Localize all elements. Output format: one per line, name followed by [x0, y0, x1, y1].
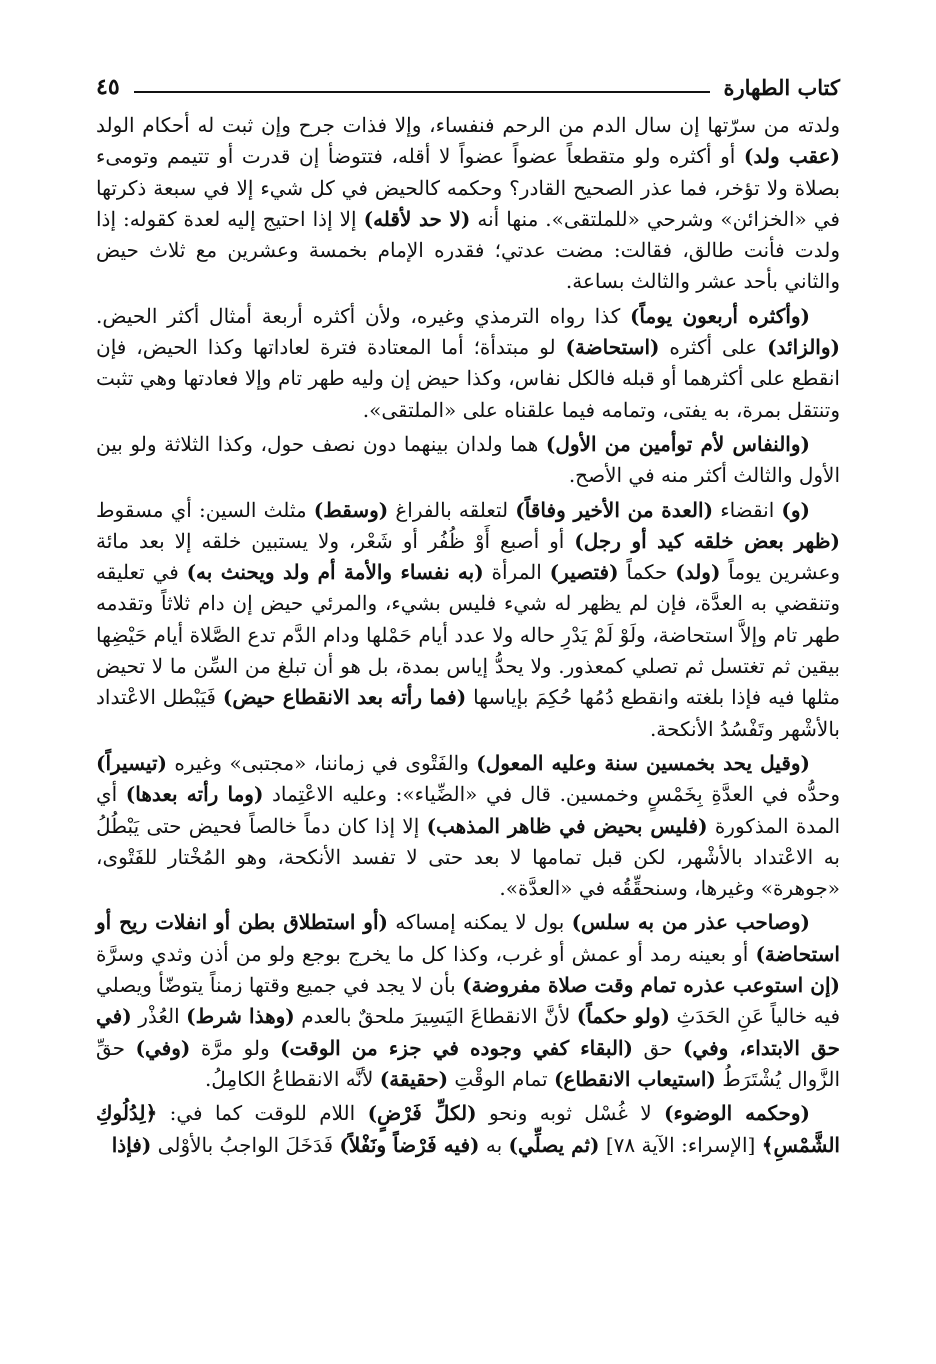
paragraph [96, 1098, 840, 1161]
commentary-text: اللام للوقت كما في: [157, 1101, 368, 1126]
bold-matn-text: (وحكمه الوضوء) [664, 1101, 810, 1126]
bold-matn-text: (فيه فَرْضاً ونَفْلاً) [339, 1132, 480, 1157]
bold-matn-text: (في حق الابتداء، وفي) [96, 1004, 840, 1060]
commentary-text: انقضاء [713, 497, 782, 522]
page-number: ٤٥ [96, 74, 120, 100]
bold-matn-text: (وقيل يحد بخمسين سنة وعليه المعول) [476, 750, 810, 775]
commentary-text: كذا رواه الترمذي وغيره، ولأن أكثره أربعة أمثال أكثر الحيض. [96, 303, 630, 328]
bold-matn-text: (ظهر بعض خلقه كيد أو رجل) [574, 528, 840, 553]
bold-matn-text: (وصاحب عذر من به سلس) [571, 910, 810, 935]
bold-matn-text: (وأكثره أربعون يوماً) [629, 303, 810, 328]
bold-matn-text: (استيعاب الانقطاع) [553, 1066, 716, 1091]
commentary-text: [الإسراء: الآية ٧٨] [599, 1132, 762, 1157]
paragraph [96, 429, 840, 492]
commentary-text: المرأة [483, 560, 550, 585]
bold-matn-text: (والزائد) [767, 335, 840, 360]
commentary-text: ولو مرَّة [190, 1035, 281, 1060]
commentary-text: لتعلقه بالفراغ [388, 497, 516, 522]
commentary-text: والفَتْوى في زماننا، «مجتبى» وغيره [167, 750, 477, 775]
bold-matn-text: (والنفاس لأم توأمين من الأول) [545, 431, 810, 456]
bold-matn-text: (أو استطلاق بطن أو انفلات ريح أو استحاضة) [96, 910, 840, 966]
bold-matn-text: (ثم يصلِّي) [508, 1132, 600, 1157]
commentary-text: تمام الوقْتِ [448, 1066, 554, 1091]
bold-matn-text: (عقب ولد) [743, 144, 840, 169]
bold-matn-text: (وهذا شرط) [186, 1004, 295, 1029]
bold-matn-text: (وفي) [135, 1035, 191, 1060]
commentary-text: العُذْر [131, 1004, 187, 1029]
commentary-text: حق [632, 1035, 683, 1060]
bold-matn-text: (و) [781, 497, 811, 522]
commentary-text: على أكثره [659, 335, 768, 360]
commentary-text: بول لا يمكنه إمساكه [387, 910, 572, 935]
running-header [96, 66, 840, 100]
commentary-text: إلا إذا كان دماً خالصاً فحيض حتى يَبْطُلُ به الاعْتداد بالأشْهر، لكن قبل تمامها لا بعد حتى لا تفسد الأنكحة، وهو المُخْتار للفَتْوى، «جوهرة» وغيرها، وسنحقِّقُه في «العدَّة». [96, 813, 840, 901]
bold-matn-text: (حقيقة) [379, 1066, 449, 1091]
paragraph [96, 301, 840, 426]
commentary-text: أو بعينه رمد أو عمش أو غرب، وكذا كل ما يخرج بوجع ولو من أذن وثدي وسرَّة [96, 941, 756, 966]
commentary-text: أو أصبع أَوْ ظُفُر أو شَعْر، ولا يستبين خلقه إلا بعد مائة وعشرين يوماً [96, 528, 841, 585]
commentary-text: حكماً [618, 560, 676, 585]
commentary-text: لا غُسْل ثوبه ونحو [476, 1101, 665, 1126]
commentary-text: وحدُّه في العدَّةِ بِخَمْسٍ وخمسين. قال في «الضِّياء»: وعليه الاعْتِماد [263, 782, 840, 807]
paragraph [96, 110, 840, 298]
bold-matn-text: (لا حد لأقله) [363, 206, 471, 231]
bold-matn-text: (إن استوعب عذره تمام وقت صلاة مفروضة) [462, 973, 840, 998]
bold-matn-text: (فتصير) [549, 560, 619, 585]
commentary-text: مثلث السين: أي مسقوط [96, 497, 314, 522]
body-text [96, 110, 840, 1161]
commentary-text: أي المدة المذكورة [96, 782, 841, 838]
commentary-text: لأنَّ الانقطاعَ اليَسِيرَ ملحقٌ بالعدم [294, 1004, 577, 1029]
bold-matn-text: (فليس بحيض في ظاهر المذهب) [426, 813, 708, 838]
commentary-text: ولدته من سرّتها إن سال الدم من الرحم فنفساء، وإلا فذات جرح وإن ثبت له أحكام الولد [96, 113, 840, 137]
commentary-text: إلا إذا احتيج إليه لعدة كقوله: إذا ولدت فأنت طالق، فقالت: مضت عدتي؛ فقدره الإمام بخمسة وعشرين مع ثلاث حيض والثاني بأحد عشر والثالث بساعة. [96, 206, 840, 294]
bold-matn-text: (تيسيراً) [96, 750, 167, 775]
commentary-text: لو مبتدأة؛ أما المعتادة فترة لعاداتها وكذا الحيض، فإن انقطع على أكثرهما أو قبله فالكل نفاس، وكذا حيض إن وليه طهر تام وإلا فعادتها وهي تثبت وتنتقل بمرة، به يفتى، وتمامه فيما علقناه على «الملتقى». [96, 335, 840, 422]
bold-matn-text: (لكلِّ فَرْضٍ) [367, 1101, 477, 1126]
chapter-title: كتاب الطهارة [723, 75, 840, 100]
paragraph [96, 907, 840, 1095]
bold-matn-text: (البقاء كفي وجوده في جزء من الوقت) [280, 1035, 633, 1060]
header-rule [134, 91, 710, 93]
bold-matn-text: ﴿لِدُلُوكِ الشَّمْسِ﴾ [96, 1101, 840, 1157]
bold-matn-text: (به نفساء والأمة أم ولد ويحنث به) [186, 560, 484, 585]
commentary-text: أو أكثره ولو متقطعاً عضواً عضواً لا أقله، فتتوضأ إن قدرت أو تتيمم وتومىء بصلاة ولا تؤخر، فما عذر الصحيح القادر؟ وحكمه كالحيض في كل شيء إلا في سبعة ذكرتها في «الخزائن» وشرحي «للملتقى». منها أنه [96, 144, 840, 231]
commentary-text: لأنَّه الانقطاعُ الكامِلُ. [204, 1066, 380, 1091]
bold-matn-text: (فإذا [111, 1132, 152, 1157]
commentary-text: بأن لا يجد في جميع وقتها زمناً يتوضّأ ويصلي فيه خالياً عَنِ الحَدَثِ [96, 973, 841, 1029]
bold-matn-text: (العدة من الأخير وفاقاً) [515, 497, 714, 522]
bold-matn-text: (وما رأته بعدها) [125, 782, 264, 807]
bold-matn-text: (ولو حكماً) [576, 1004, 670, 1029]
commentary-text: فَدَخَلَ الواجبُ بالأوْلى [151, 1132, 340, 1157]
bold-matn-text: (استحاضة) [565, 335, 660, 360]
paragraph [96, 748, 840, 904]
commentary-text: في تعليقه وتنقضي به العدَّة، فإن لم يظهر له شيء فليس بشيء، والمرئي حيض إن دام ثلاثاً وتقدمه طهر تام وإلاَّ استحاضة، ولَوْ لَمْ يَدْرِ حاله ولا عدد أيام حَمْلها ودام الدَّم تدع الصَّلاة أيام حَيْضِها بيقين ثم تغتسل ثم تصلي كمعذور. ولا يحدُّ إياس بمدة، بل هو أن تبلغ من السِّن ما لا تحيض مثلها فيه فإذا بلغته وانقطع دُمُها حُكِمَ بإياسها [96, 560, 840, 710]
bold-matn-text: (فما رأته بعد الانقطاع حيض) [222, 685, 467, 710]
paragraph [96, 495, 840, 745]
bold-matn-text: (ولد) [675, 560, 721, 585]
commentary-text: حقِّ الزَّوال يُشْتَرَطُ [96, 1035, 840, 1091]
bold-matn-text: (وسقط) [313, 497, 389, 522]
commentary-text: فَيَبْطل الاعْتداد بالأشْهر وتَفْسُدُ الأنكحة. [96, 685, 840, 741]
commentary-text: به [479, 1132, 509, 1157]
commentary-text: هما ولدان بينهما دون نصف حول، وكذا الثلاثة ولو بين الأول والثالث أكثر منه في الأصح. [96, 431, 840, 488]
